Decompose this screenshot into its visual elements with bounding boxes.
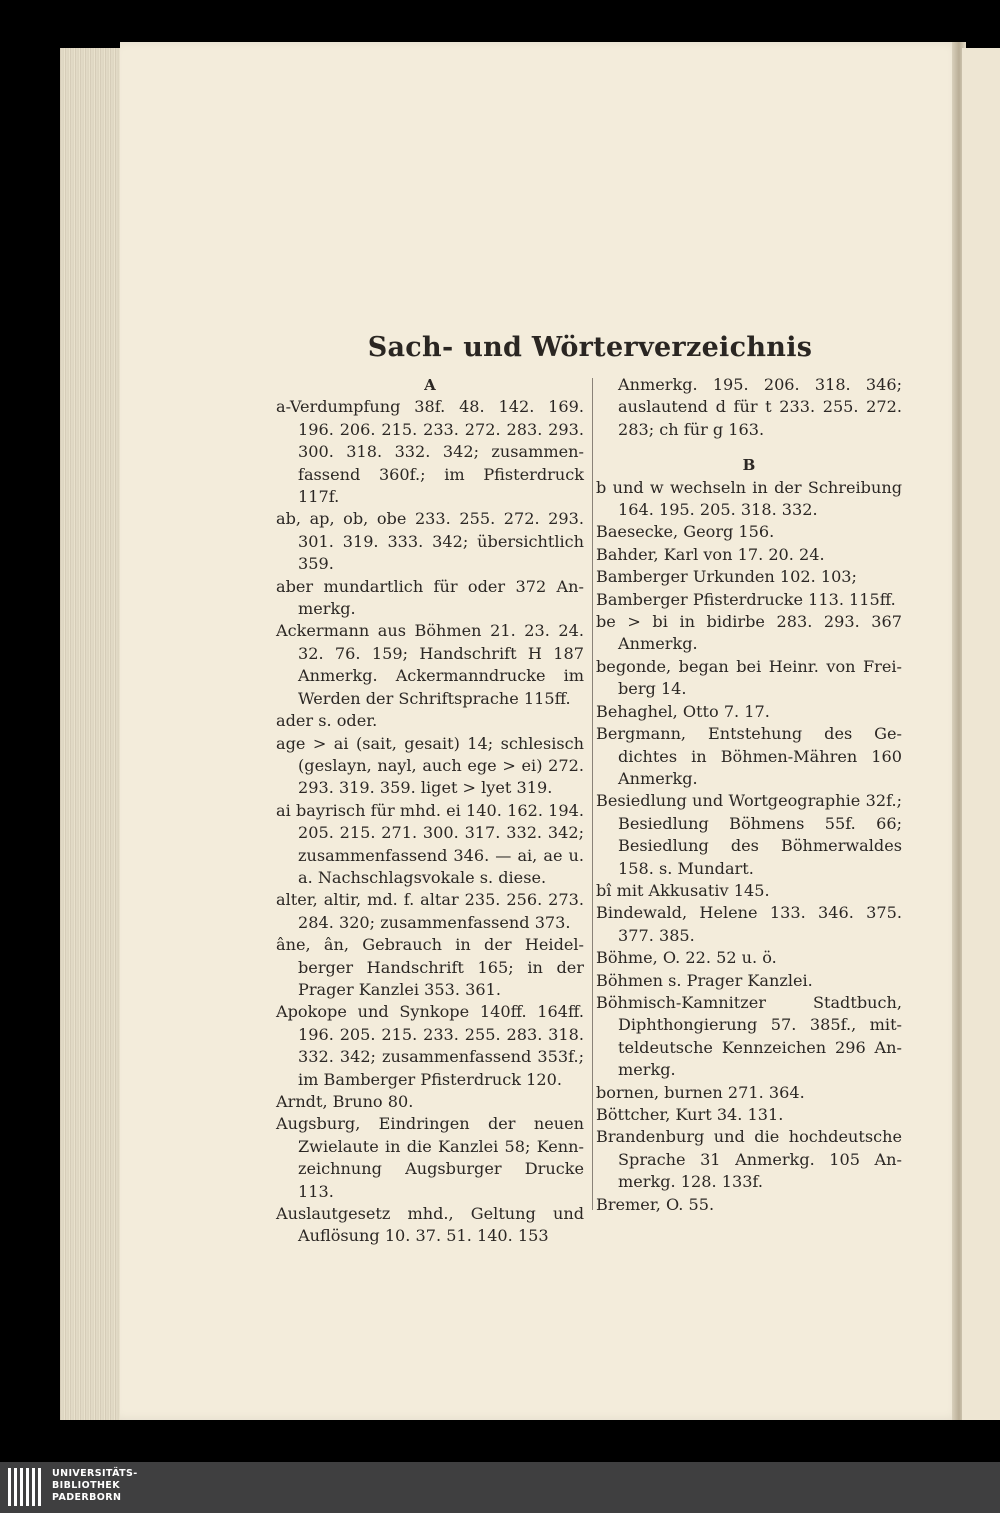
library-name-line2: BIBLIOTHEK bbox=[52, 1480, 120, 1491]
index-entry: Bergmann, Entstehung des Gedichtes in Böhmen-Mähren 160 Anmerkg. bbox=[596, 724, 902, 788]
index-entry: begonde, began bei Heinr. von Freiberg 14. bbox=[596, 656, 902, 699]
index-column-right bbox=[596, 374, 902, 1216]
index-entry: ab, ap, ob, obe 233. 255. 272. 293. 301. 319. 333. 342; übersichtlich 359. bbox=[276, 509, 584, 574]
index-entry: Besiedlung und Wortgeographie 32f.; Besiedlung Böhmens 55f. 66; Besiedlung des Böhmerwaldes 158. s. Mundart. bbox=[596, 791, 902, 878]
library-logo-text bbox=[52, 1468, 138, 1504]
index-entry: aber mundartlich für oder 372 Anmerkg. bbox=[276, 576, 584, 619]
index-entry: Baesecke, Georg 156. bbox=[596, 522, 775, 542]
index-entry: Böhmisch-Kamnitzer Stadtbuch, Diphthongierung 57. 385f., mitteldeutsche Kennzeichen 296 Anmerkg. bbox=[596, 992, 902, 1080]
index-entry: ai bayrisch für mhd. ei 140. 162. 194. 205. 215. 271. 300. 317. 332. 342; zusammenfassend 346. — ai, ae u. a. Nachschlagsvokale s. diese. bbox=[276, 800, 584, 887]
index-entry: b und w wechseln in der Schreibung 164. 195. 205. 318. 332. bbox=[596, 477, 902, 520]
index-entry: Auslautgesetz mhd., Geltung und Auflösung 10. 37. 51. 140. 153 bbox=[276, 1204, 584, 1246]
index-entry: Augsburg, Eindringen der neuen Zwielaute in die Kanzlei 58; Kennzeichnung Augsburger Drucke 113. bbox=[276, 1114, 584, 1201]
index-entry: Behaghel, Otto 7. 17. bbox=[596, 701, 770, 721]
index-entry: Böttcher, Kurt 34. 131. bbox=[596, 1105, 784, 1124]
index-entry: Bremer, O. 55. bbox=[596, 1194, 715, 1214]
section-gap bbox=[596, 441, 902, 454]
section-heading-a: A bbox=[424, 376, 436, 394]
index-entry: Bindewald, Helene 133. 346. 375. 377. 385. bbox=[596, 903, 902, 945]
index-entry: bî mit Akkusativ 145. bbox=[596, 880, 770, 900]
facing-page-edge bbox=[962, 48, 1000, 1420]
index-entry: be > bi in bidirbe 283. 293. 367 Anmerkg. bbox=[596, 612, 902, 654]
page-title: Sach- und Wörterverzeichnis bbox=[367, 332, 813, 363]
library-footer-bar bbox=[0, 1462, 1000, 1513]
library-logo-icon bbox=[8, 1468, 44, 1506]
library-name-line1: UNIVERSITÄTS- bbox=[52, 1468, 138, 1479]
index-entry: Brandenburg und die hochdeutsche Sprache 31 Anmerkg. 105 Anmerkg. 128. 133f. bbox=[596, 1127, 902, 1192]
index-column-left bbox=[276, 374, 584, 1248]
index-entry: Bahder, Karl von 17. 20. 24. bbox=[596, 544, 825, 564]
section-heading-b: B bbox=[742, 456, 756, 475]
index-entry: bornen, burnen 271. 364. bbox=[596, 1082, 805, 1102]
index-entry-continuation: Anmerkg. 195. 206. 318. 346; auslautend d für t 233. 255. 272. 283; ch für g 163. bbox=[618, 375, 902, 439]
library-name-line3: PADERBORN bbox=[52, 1492, 122, 1503]
index-entry: alter, altir, md. f. altar 235. 256. 273. 284. 320; zusammenfassend 373. bbox=[276, 890, 584, 932]
index-entry: âne, ân, Gebrauch in der Heidelberger Handschrift 165; in der Prager Kanzlei 353. 361. bbox=[276, 935, 584, 999]
index-entry: Bamberger Pfisterdrucke 113. 115ff. bbox=[596, 589, 896, 609]
index-entry: Bamberger Urkunden 102. 103; bbox=[596, 567, 857, 587]
index-entry: Böhmen s. Prager Kanzlei. bbox=[596, 970, 813, 990]
index-entry: Böhme, O. 22. 52 u. ö. bbox=[596, 948, 777, 968]
index-entry: Apokope und Synkope 140ff. 164ff. 196. 205. 215. 233. 255. 283. 318. 332. 342; zusammenfassend 353f.; im Bamberger Pfisterdruck 120. bbox=[276, 1002, 584, 1089]
index-entry: Arndt, Bruno 80. bbox=[276, 1092, 414, 1111]
index-entry: ader s. oder. bbox=[276, 711, 378, 731]
index-entry: Ackermann aus Böhmen 21. 23. 24. 32. 76. 159; Handschrift H 187 Anmerkg. Ackermanndrucke im Werden der Schriftsprache 115ff. bbox=[276, 621, 584, 708]
index-entry: a-Verdumpfung 38f. 48. 142. 169. 196. 206. 215. 233. 272. 283. 293. 300. 318. 332. 342; zusammenfassend 360f.; im Pfisterdruck 117f. bbox=[276, 397, 584, 507]
index-entry: age > ai (sait, gesait) 14; schlesisch (geslayn, nayl, auch ege > ei) 272. 293. 319. 359. liget > lyet 319. bbox=[276, 733, 584, 798]
column-divider bbox=[592, 378, 593, 1210]
book-page-edges bbox=[60, 48, 122, 1420]
